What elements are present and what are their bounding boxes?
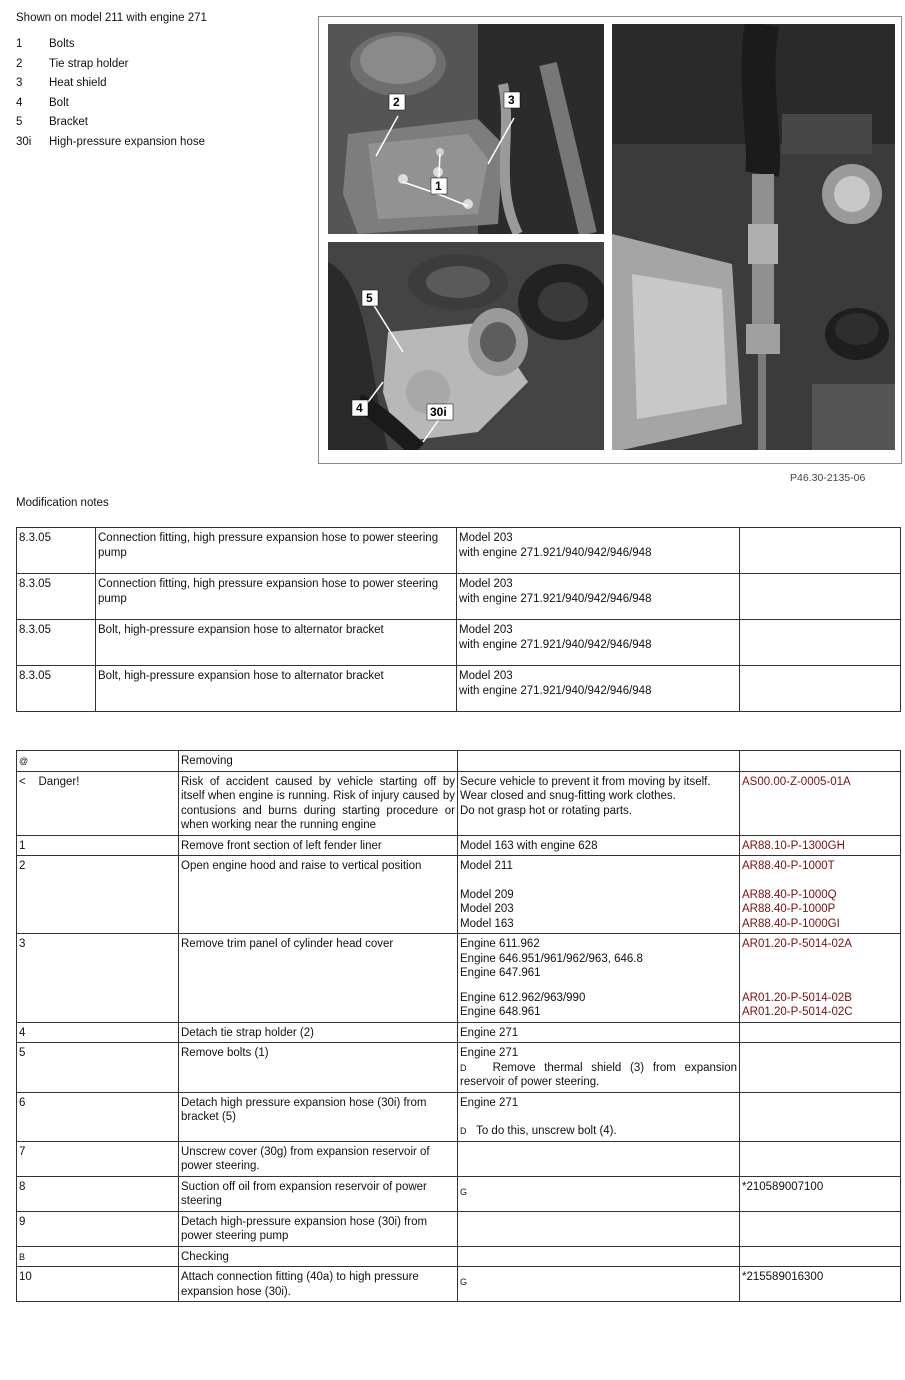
legend-item xyxy=(16,58,306,78)
step-ref-link[interactable]: AR01.20-P-5014-02B xyxy=(742,991,852,1004)
danger-icon: < xyxy=(19,775,26,788)
section-header-checking xyxy=(17,1246,901,1267)
step-row xyxy=(17,934,901,1023)
model-line: Model 211 xyxy=(460,860,513,872)
legend-number: 30i xyxy=(16,135,32,148)
legend-number: 5 xyxy=(16,116,23,128)
mod-model: Model 203 xyxy=(459,532,513,544)
mod-description: Connection fitting, high pressure expansion hose to power steering pump xyxy=(96,528,457,574)
callout-30i: 30i xyxy=(430,405,447,419)
mod-engine: with engine 271.921/940/942/946/948 xyxy=(459,546,652,559)
section-header-removing xyxy=(17,751,901,772)
step-text: Detach tie strap holder (2) xyxy=(179,1022,458,1043)
mod-description: Connection fitting, high pressure expansion hose to power steering pump xyxy=(96,574,457,620)
mod-applicability xyxy=(457,620,740,666)
engine-line: Engine 271 xyxy=(460,1047,519,1059)
legend-item xyxy=(16,38,306,58)
step-refs xyxy=(740,934,901,1023)
mod-applicability xyxy=(457,574,740,620)
table-row xyxy=(17,574,901,620)
callout-4: 4 xyxy=(356,401,363,415)
danger-cell xyxy=(17,771,179,835)
tool-icon: G xyxy=(458,1267,740,1302)
mod-description: Bolt, high-pressure expansion hose to alternator bracket xyxy=(96,666,457,712)
model-line: Model 163 xyxy=(460,917,514,930)
legend-label: Bolt xyxy=(49,96,69,109)
callout-3: 3 xyxy=(508,93,515,107)
step-row xyxy=(17,1141,901,1176)
mod-engine: with engine 271.921/940/942/946/948 xyxy=(459,684,652,697)
mod-note xyxy=(740,666,901,712)
step-ref-link[interactable]: AR88.40-P-1000Q xyxy=(742,888,837,901)
modification-notes-title: Modification notes xyxy=(16,497,109,509)
step-number: 3 xyxy=(17,934,179,1023)
step-row xyxy=(17,835,901,856)
legend-number: 4 xyxy=(16,96,23,109)
step-info: Model 163 with engine 628 xyxy=(458,835,740,856)
danger-ref-link[interactable]: AS00.00-Z-0005-01A xyxy=(740,771,901,835)
danger-measure: Do not grasp hot or rotating parts. xyxy=(460,804,632,817)
step-number: 6 xyxy=(17,1092,179,1141)
step-ref-link[interactable]: AR88.40-P-1000T xyxy=(742,860,835,872)
mod-applicability xyxy=(457,528,740,574)
procedure-table xyxy=(16,750,901,1302)
danger-measures xyxy=(458,771,740,835)
mod-code: 8.3.05 xyxy=(17,574,96,620)
mod-engine: with engine 271.921/940/942/946/948 xyxy=(459,592,652,605)
danger-text: Risk of accident caused by vehicle starting off by itself when engine is running. Risk of injury caused by contusions and burns during starting procedure or when working near the running engine xyxy=(179,771,458,835)
danger-row xyxy=(17,771,901,835)
callout-1: 1 xyxy=(435,179,442,193)
engine-line: Engine 611.962 xyxy=(460,938,540,950)
mod-engine: with engine 271.921/940/942/946/948 xyxy=(459,638,652,651)
model-line: Model 203 xyxy=(460,903,514,915)
callout-2: 2 xyxy=(393,95,400,109)
step-text: Suction off oil from expansion reservoir of power steering xyxy=(179,1176,458,1211)
step-row xyxy=(17,1092,901,1141)
mod-code: 8.3.05 xyxy=(17,666,96,712)
step-ref-link[interactable]: AR01.20-P-5014-02C xyxy=(742,1006,853,1018)
section-label: Removing xyxy=(179,751,458,772)
photo-expansion-hose xyxy=(612,24,895,450)
step-ref-link[interactable]: AR01.20-P-5014-02A xyxy=(742,938,852,950)
danger-measure: Secure vehicle to prevent it from moving by itself. xyxy=(460,775,711,788)
legend-caption: Shown on model 211 with engine 271 xyxy=(16,12,207,24)
figure-id: P46.30-2135-06 xyxy=(790,472,866,484)
tool-number[interactable]: *210589007100 xyxy=(740,1176,901,1211)
note-text: To do this, unscrew bolt (4). xyxy=(476,1125,617,1137)
step-text: Unscrew cover (30g) from expansion reservoir of power steering. xyxy=(179,1141,458,1176)
step-number: 8 xyxy=(17,1176,179,1211)
step-text: Open engine hood and raise to vertical position xyxy=(179,856,458,934)
step-row xyxy=(17,1211,901,1246)
engine-line: Engine 646.951/961/962/963, 646.8 xyxy=(460,952,643,965)
engine-line: Engine 271 xyxy=(460,1096,519,1109)
note-icon: D xyxy=(460,1062,467,1073)
step-info: Engine 271 xyxy=(458,1022,740,1043)
mod-code: 8.3.05 xyxy=(17,528,96,574)
danger-measure: Wear closed and snug-fitting work clothes. xyxy=(460,790,676,802)
engine-line: Engine 612.962/963/990 xyxy=(460,991,586,1004)
step-text: Attach connection fitting (40a) to high pressure expansion hose (30i). xyxy=(179,1267,458,1302)
step-note xyxy=(460,1124,737,1139)
step-number: 7 xyxy=(17,1141,179,1176)
photo-heat-shield xyxy=(328,24,604,234)
step-info xyxy=(458,1092,740,1141)
danger-label: Danger! xyxy=(38,775,80,788)
step-row xyxy=(17,1176,901,1211)
legend-item xyxy=(16,136,306,156)
step-ref-link[interactable]: AR88.10-P-1300GH xyxy=(740,835,901,856)
legend-label: Bracket xyxy=(49,116,88,128)
step-row xyxy=(17,1267,901,1302)
step-row xyxy=(17,856,901,934)
legend-item xyxy=(16,97,306,117)
mod-model: Model 203 xyxy=(459,624,513,636)
step-text: Detach high-pressure expansion hose (30i) from power steering pump xyxy=(179,1211,458,1246)
legend-label: Tie strap holder xyxy=(49,57,129,70)
step-ref-link[interactable]: AR88.40-P-1000P xyxy=(742,903,836,915)
step-number: 4 xyxy=(17,1022,179,1043)
step-ref-link[interactable]: AR88.40-P-1000GI xyxy=(742,917,840,930)
table-row xyxy=(17,528,901,574)
legend-label: Bolts xyxy=(49,38,75,50)
mod-note xyxy=(740,620,901,666)
legend-number: 3 xyxy=(16,77,23,89)
checking-symbol: B xyxy=(17,1246,179,1267)
engine-figure xyxy=(318,16,902,464)
step-number: 10 xyxy=(17,1267,179,1302)
legend-label: High-pressure expansion hose xyxy=(49,135,205,148)
step-refs xyxy=(740,856,901,934)
mod-model: Model 203 xyxy=(459,578,513,590)
step-info xyxy=(458,934,740,1023)
legend-label: Heat shield xyxy=(49,77,107,89)
tool-icon: G xyxy=(458,1176,740,1211)
step-text: Remove trim panel of cylinder head cover xyxy=(179,934,458,1023)
figure-legend xyxy=(16,12,306,155)
removing-symbol: @ xyxy=(17,751,179,772)
mod-note xyxy=(740,574,901,620)
step-row xyxy=(17,1022,901,1043)
engine-line: Engine 648.961 xyxy=(460,1006,541,1018)
note-icon: D xyxy=(460,1126,467,1136)
step-note xyxy=(460,1061,737,1090)
legend-item xyxy=(16,116,306,136)
model-line: Model 209 xyxy=(460,888,514,901)
mod-applicability xyxy=(457,666,740,712)
modification-notes-table xyxy=(16,527,901,712)
step-text: Remove front section of left fender liner xyxy=(179,835,458,856)
step-row xyxy=(17,1043,901,1093)
step-number: 5 xyxy=(17,1043,179,1093)
tool-number[interactable]: *215589016300 xyxy=(740,1267,901,1302)
step-info xyxy=(458,1043,740,1093)
mod-code: 8.3.05 xyxy=(17,620,96,666)
note-text: Remove thermal shield (3) from expansion reservoir of power steering. xyxy=(460,1061,737,1088)
legend-number: 2 xyxy=(16,57,23,70)
table-row xyxy=(17,666,901,712)
engine-line: Engine 647.961 xyxy=(460,967,541,979)
table-row xyxy=(17,620,901,666)
step-info xyxy=(458,856,740,934)
step-text: Remove bolts (1) xyxy=(179,1043,458,1093)
mod-description: Bolt, high-pressure expansion hose to alternator bracket xyxy=(96,620,457,666)
callout-5: 5 xyxy=(366,291,373,305)
legend-item xyxy=(16,77,306,97)
legend-number: 1 xyxy=(16,38,23,50)
photo-alternator-bracket xyxy=(328,242,604,450)
mod-model: Model 203 xyxy=(459,670,513,682)
step-text: Detach high pressure expansion hose (30i) from bracket (5) xyxy=(179,1092,458,1141)
mod-note xyxy=(740,528,901,574)
step-number: 1 xyxy=(17,835,179,856)
step-number: 9 xyxy=(17,1211,179,1246)
section-label: Checking xyxy=(179,1246,458,1267)
step-number: 2 xyxy=(17,856,179,934)
